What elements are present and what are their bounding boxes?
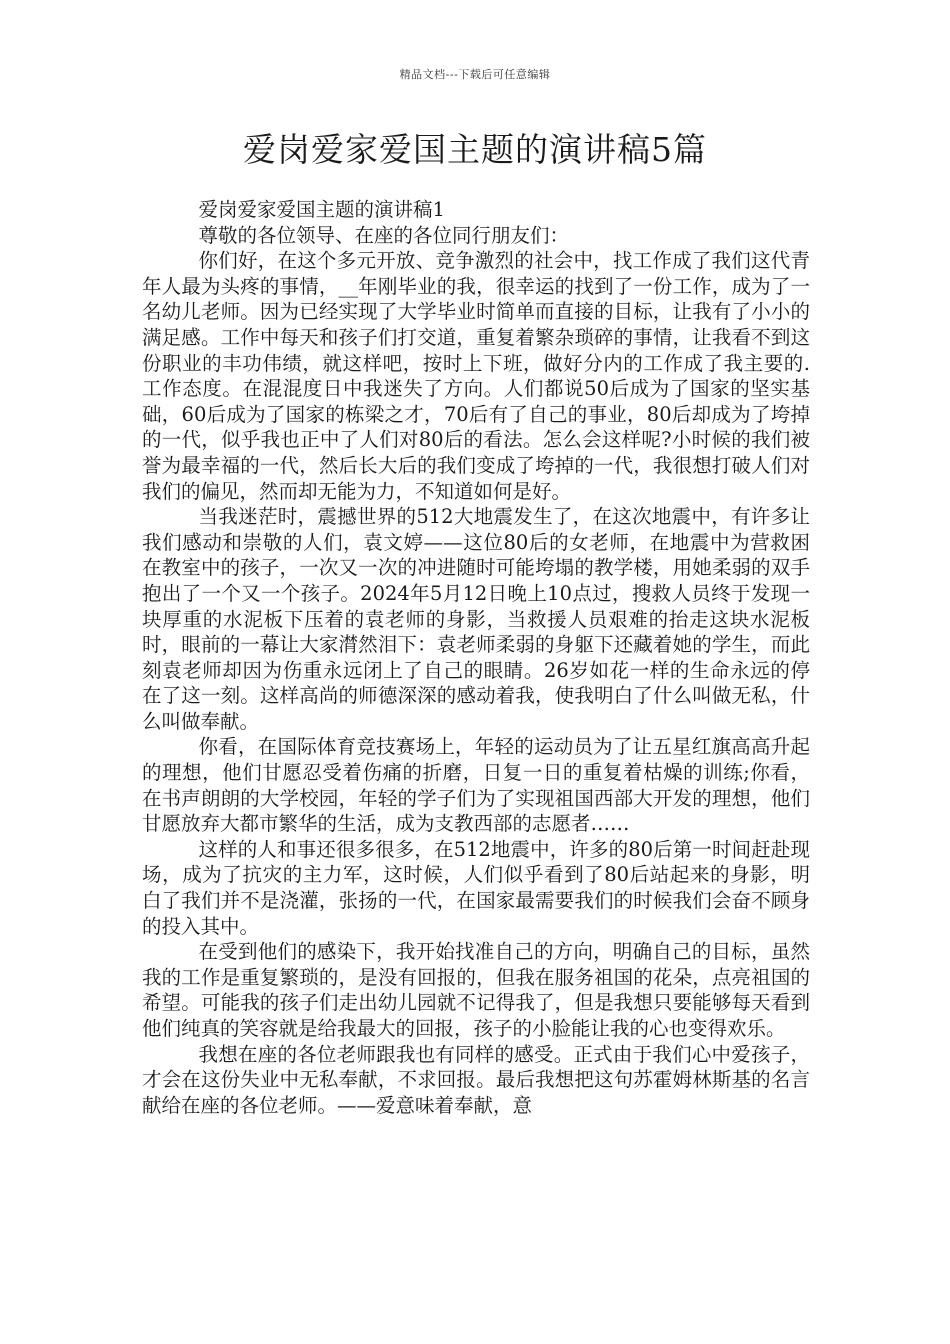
speech-subtitle: 爱岗爱家爱国主题的演讲稿1 xyxy=(198,198,445,221)
body-paragraph-3: 你看，在国际体育竞技赛场上，年轻的运动员为了让五星红旗高高升起的理想，他们甘愿忍受着伤痛的折磨，日复一日的重复着枯燥的训练;你看，在书声朗朗的大学校园，年轻的学子们为了实现祖国西部大开发的理想，他们甘愿放弃大都市繁华的生活，成为支教西部的志愿者…… xyxy=(142,735,810,836)
body-paragraph-2: 当我迷茫时，震撼世界的512大地震发生了，在这次地震中，有许多让我们感动和崇敬的人们，袁文婷——这位80后的女老师，在地震中为营救困在教室中的孩子，一次又一次的冲进随时可能垮塌的教学楼，用她柔弱的双手抱出了一个又一个孩子。2024年5月12日晚上10点过，搜救人员终于发现一块厚重的水泥板下压着的袁老师的身影，当救援人员艰难的抬走这块水泥板时，眼前的一幕让大家潸然泪下：袁老师柔弱的身躯下还藏着她的学生，而此刻袁老师却因为伤重永远闭上了自己的眼睛。26岁如花一样的生命永远的停在了这一刻。这样高尚的师德深深的感动着我，使我明白了什么叫做无私，什么叫做奉献。 xyxy=(142,505,810,733)
body-paragraph-1: 你们好，在这个多元开放、竞争激烈的社会中，找工作成了我们这代青年人最为头疼的事情，__年刚毕业的我，很幸运的找到了一份工作，成为了一名幼儿老师。因为已经实现了大学毕业时简单而直接的目标，让我有了小小的满足感。工作中每天和孩子们打交道，重复着繁杂琐碎的事情，让我看不到这份职业的丰功伟绩，就这样吧，按时上下班，做好分内的工作成了我主要的.工作态度。在混混度日中我迷失了方向。人们都说50后成为了国家的坚实基础，60后成为了国家的栋梁之才，70后有了自己的事业，80后却成为了垮掉的一代，似乎我也正中了人们对80后的看法。怎么会这样呢?小时候的我们被誉为最幸福的一代，然后长大后的我们变成了垮掉的一代，我很想打破人们对我们的偏见，然而却无能为力，不知道如何是好。 xyxy=(142,249,810,503)
header-note: 精品文档---下载后可任意编辑 xyxy=(399,68,551,81)
body-paragraph-4: 这样的人和事还很多很多，在512地震中，许多的80后第一时间赶赴现场，成为了抗灾的主力军，这时候，人们似乎看到了80后站起来的身影，明白了我们并不是浇灌，张扬的一代，在国家最需要我们的时候我们会奋不顾身的投入其中。 xyxy=(142,837,810,938)
document-body xyxy=(142,197,810,1118)
document-title: 爱岗爱家爱国主题的演讲稿5篇 xyxy=(243,130,707,169)
body-paragraph-6: 我想在座的各位老师跟我也有同样的感受。正式由于我们心中爱孩子，才会在这份失业中无私奉献，不求回报。最后我想把这句苏霍姆林斯基的名言献给在座的各位老师。——爱意味着奉献，意 xyxy=(142,1042,810,1117)
speech-salutation: 尊敬的各位领导、在座的各位同行朋友们： xyxy=(198,223,570,247)
body-paragraph-5: 在受到他们的感染下，我开始找准自己的方向，明确自己的目标，虽然我的工作是重复繁琐的，是没有回报的，但我在服务祖国的花朵，点亮祖国的希望。可能我的孩子们走出幼儿园就不记得我了，但是我想只要能够每天看到他们纯真的笑容就是给我最大的回报，孩子的小脸能让我的心也变得欢乐。 xyxy=(142,940,810,1040)
